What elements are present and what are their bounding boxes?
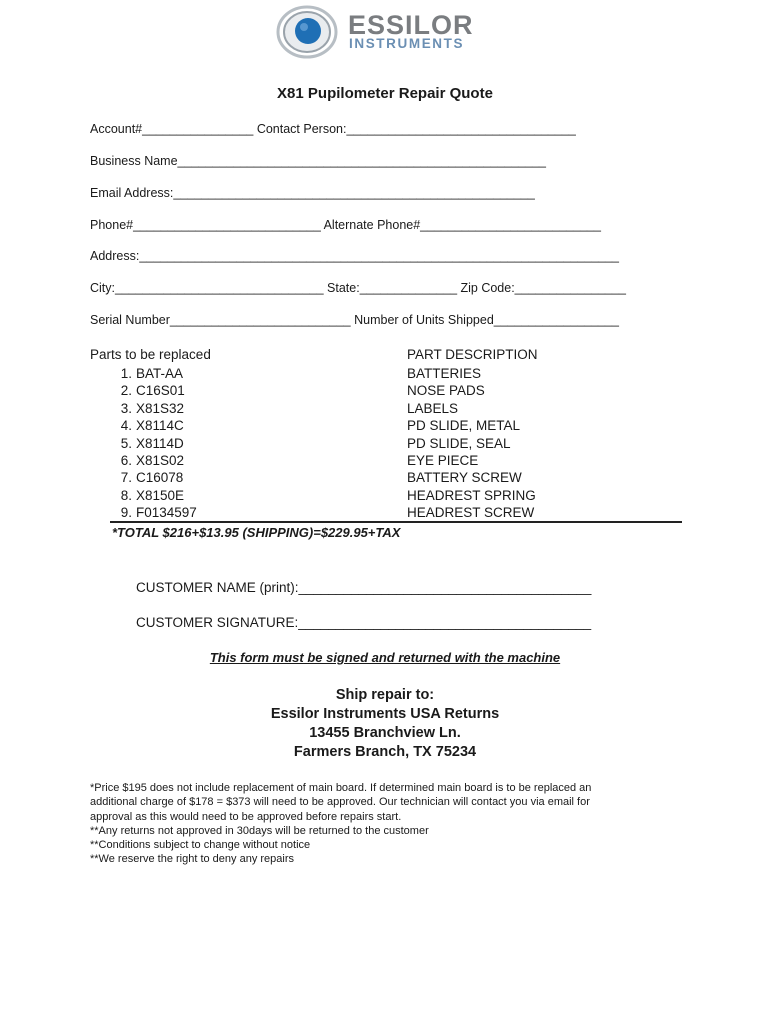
list-item: LABELS xyxy=(407,400,459,416)
list-item: PD SLIDE, METAL xyxy=(407,418,521,434)
list-item: 6. X81S02 xyxy=(120,452,185,468)
parts-heading: Parts to be replaced xyxy=(90,347,211,362)
list-item: 9. F0134597 xyxy=(120,505,197,521)
list-item: NOSE PADS xyxy=(407,383,485,399)
account-contact-line[interactable]: Account#________________ Contact Person:_________________________________ xyxy=(90,122,576,136)
list-item: 4. X8114C xyxy=(120,418,184,434)
essilor-logo xyxy=(276,4,496,60)
list-item: HEADREST SCREW xyxy=(407,505,535,521)
logo-brand-text: ESSILOR xyxy=(348,10,474,40)
page-title: X81 Pupilometer Repair Quote xyxy=(277,85,493,102)
list-item: EYE PIECE xyxy=(407,452,479,468)
serial-units-line[interactable]: Serial Number__________________________ Number of Units Shipped__________________ xyxy=(90,313,619,327)
list-item: 8. X8150E xyxy=(120,487,185,503)
total-price: *TOTAL $216+$13.95 (SHIPPING)=$229.95+TAX xyxy=(112,525,401,540)
list-item: PD SLIDE, SEAL xyxy=(407,435,511,451)
list-item: HEADREST SPRING xyxy=(407,487,536,503)
list-item: 5. X8114D xyxy=(120,435,184,451)
list-item: BATTERIES xyxy=(407,366,482,381)
customer-signature-line[interactable]: CUSTOMER SIGNATURE:_______________________________________ xyxy=(136,615,592,630)
footnote-line: **We reserve the right to deny any repairs xyxy=(90,853,295,866)
return-notice: This form must be signed and returned with the machine xyxy=(209,650,561,665)
list-item: 7. C16078 xyxy=(120,470,184,486)
logo-sub-text: INSTRUMENTS xyxy=(349,36,465,51)
footnote-line: approval as this would need to be approved before repairs start. xyxy=(90,810,402,823)
ship-line-3: Farmers Branch, TX 75234 xyxy=(293,744,477,760)
address-line[interactable]: Address:_____________________________________________________________________ xyxy=(90,249,620,263)
ship-line-1: Essilor Instruments USA Returns xyxy=(270,706,500,722)
email-address-line[interactable]: Email Address:____________________________________________________ xyxy=(90,186,535,200)
parts-description-list xyxy=(407,365,536,522)
customer-name-line[interactable]: CUSTOMER NAME (print):_______________________________________ xyxy=(136,580,592,595)
footnotes xyxy=(90,781,680,867)
list-item: BATTERY SCREW xyxy=(407,470,522,486)
footnote-line: additional charge of $178 = $373 will need to be approved. Our technician will contact you via email for xyxy=(90,796,590,809)
parts-code-list xyxy=(120,365,197,522)
footnote-line: **Conditions subject to change without notice xyxy=(90,839,311,852)
list-item: 2. C16S01 xyxy=(120,383,185,399)
ship-heading: Ship repair to: xyxy=(335,687,435,703)
ship-line-2: 13455 Branchview Ln. xyxy=(309,725,461,741)
list-item: 1. BAT-AA xyxy=(120,366,184,381)
essilor-emblem-icon xyxy=(276,4,338,60)
footnote-line: **Any returns not approved in 30days will be returned to the customer xyxy=(90,824,429,837)
part-description-heading: PART DESCRIPTION xyxy=(407,347,538,362)
divider xyxy=(110,521,682,523)
phone-line[interactable]: Phone#___________________________ Alternate Phone#__________________________ xyxy=(90,218,601,232)
list-item: 3. X81S32 xyxy=(120,400,185,416)
city-state-zip-line[interactable]: City:______________________________ State:______________ Zip Code:________________ xyxy=(90,281,626,295)
business-name-line[interactable]: Business Name_____________________________________________________ xyxy=(90,154,546,168)
footnote-line: *Price $195 does not include replacement of main board. If determined main board is to be replaced an xyxy=(90,782,592,794)
